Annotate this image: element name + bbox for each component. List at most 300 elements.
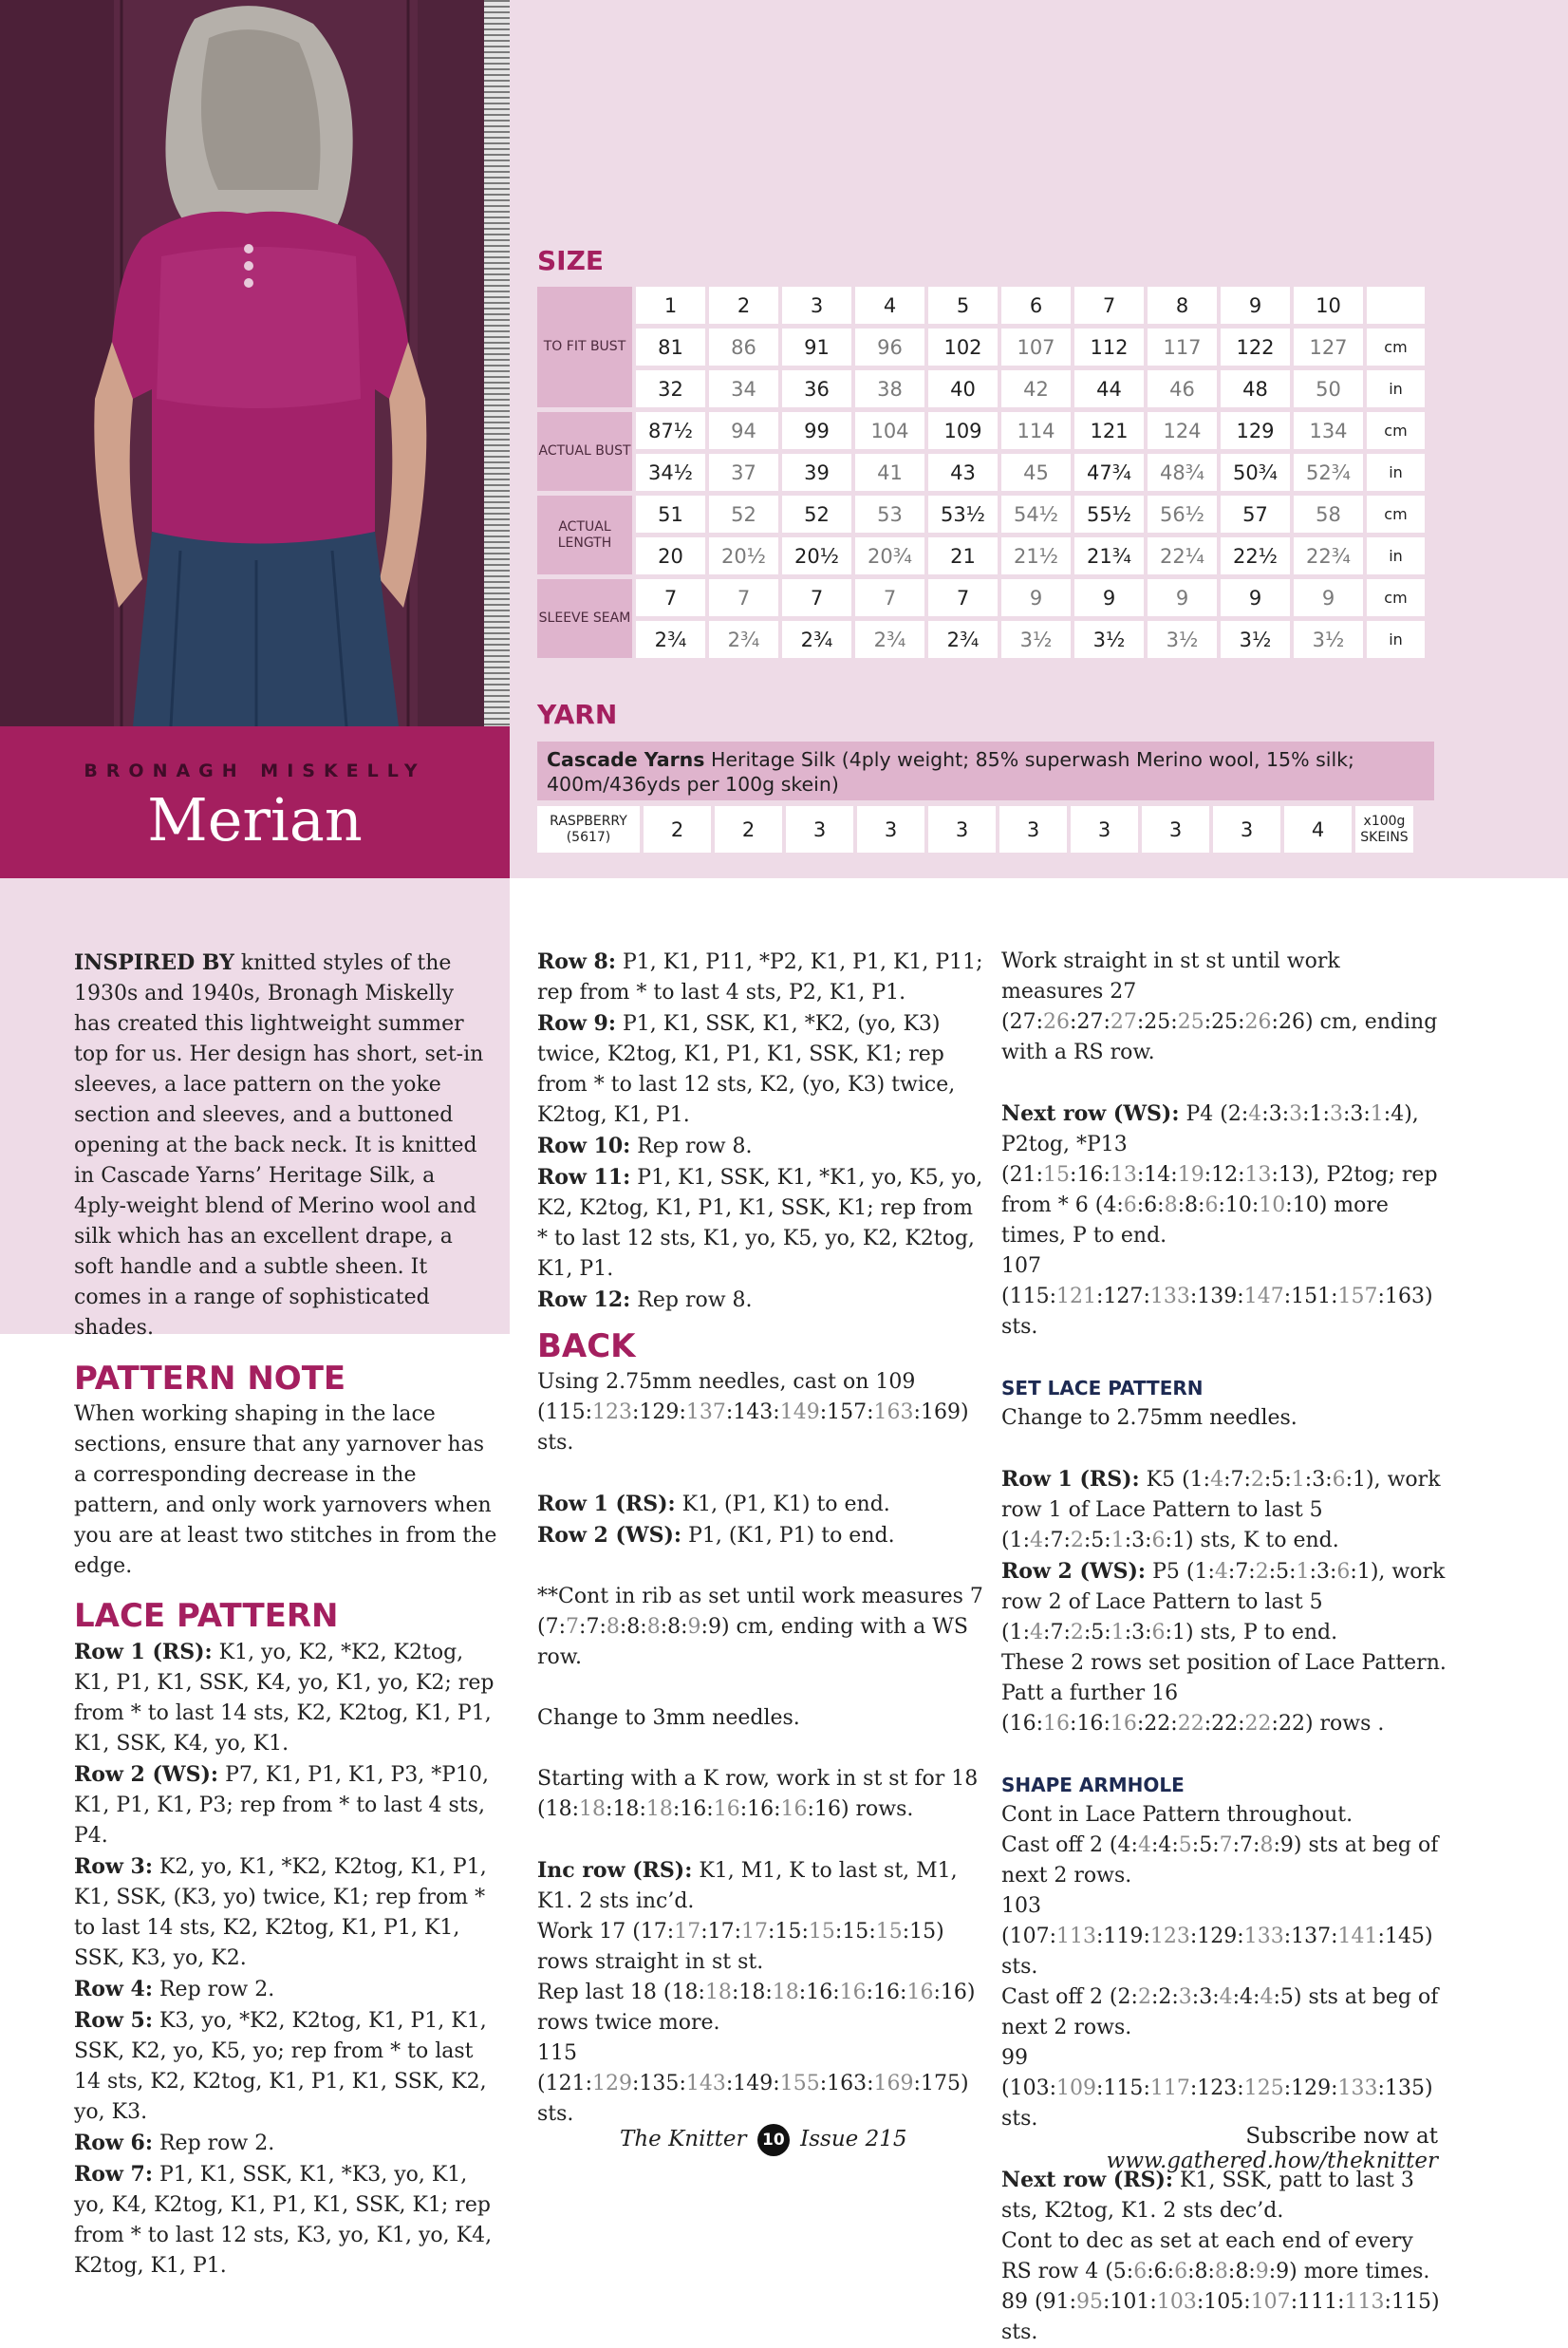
row-text: P7, K1, P1, K1, P3, *P10, K1, P1, K1, P3; rep from * to last 4 sts, P4.: [74, 1763, 490, 1848]
size-value: 7: [1050, 1529, 1064, 1552]
size-value: 2¾: [855, 621, 924, 658]
size-number: 3: [782, 287, 851, 324]
pattern-note-heading: PATTERN NOTE: [74, 1360, 346, 1398]
yarn-unit: x100g SKEINS: [1355, 806, 1413, 853]
size-value: 117: [1149, 2076, 1190, 2100]
size-value: 141: [1337, 1925, 1378, 1948]
size-value: 123: [592, 1400, 633, 1424]
text: Cast off 2 (: [1001, 1985, 1118, 2009]
size-value: 20½: [709, 537, 778, 574]
size-value: 18: [612, 1797, 640, 1821]
text: ) sts.: [1001, 2076, 1433, 2131]
size-value: 3½: [1074, 621, 1144, 658]
back-row-2: Row 2 (WS): P1, (K1, P1) to end.: [537, 1523, 895, 1548]
size-value: 7: [1219, 1833, 1233, 1857]
size-value: 48¾: [1148, 454, 1217, 491]
text: P4 (: [1185, 1102, 1228, 1126]
size-value: 21¾: [1074, 537, 1144, 574]
size-value: 22: [1244, 1712, 1272, 1736]
row-label: Next row (WS):: [1001, 1101, 1180, 1126]
text: 89 (: [1001, 2290, 1043, 2314]
size-value: 22¼: [1148, 537, 1217, 574]
size-value: 7: [1050, 1621, 1064, 1644]
size-value: 115: [1103, 2076, 1144, 2100]
size-value: 101: [1110, 2290, 1150, 2314]
size-value: 3½: [1148, 621, 1217, 658]
size-value: 5: [1276, 1560, 1290, 1584]
size-value: 113: [1344, 2290, 1385, 2314]
size-value: 44: [1074, 370, 1144, 407]
size-number: 6: [1001, 287, 1071, 324]
size-value: 10: [1259, 1193, 1286, 1217]
pattern-note-text: When working shaping in the lace sections, ensure that any yarnover has a corresponding decrease in the pattern, and only work yarnovers when you are at least two stitches in from the edge.: [74, 1402, 497, 1578]
size-value: 54½: [1001, 496, 1071, 533]
size-value: 25: [1144, 1010, 1171, 1034]
lace-pattern-heading: LACE PATTERN: [74, 1597, 339, 1635]
size-value: 10: [1292, 1193, 1319, 1217]
text: 115 (: [537, 2041, 577, 2095]
size-value: 9: [1001, 579, 1071, 616]
size-value: 2: [1227, 1102, 1241, 1126]
size-value: 1: [1309, 1102, 1323, 1126]
size-value: 17: [707, 1920, 735, 1944]
row-label: Row 2 (WS):: [1001, 1559, 1147, 1584]
size-value: 133: [1243, 1925, 1284, 1948]
size-value: 17: [674, 1920, 701, 1944]
size-value: 7: [566, 1615, 580, 1639]
lace-row: [74, 2159, 501, 2282]
size-number: 10: [1294, 287, 1363, 324]
size-value: 124: [1148, 412, 1217, 449]
size-value: 17: [741, 1920, 769, 1944]
size-value: 107: [1250, 2290, 1291, 2314]
size-value: 133: [1337, 2076, 1378, 2100]
size-value: 155: [779, 2072, 820, 2095]
back-work-straight: Work 17 (17:17:17:17:15:15:15:15:15) rows straight in st st.: [537, 1920, 944, 1974]
size-value: 149: [779, 1400, 820, 1424]
yarn-quantity: 3: [786, 806, 853, 853]
size-value: 86: [709, 329, 778, 366]
size-value: 57: [1221, 496, 1290, 533]
size-value: 99: [782, 412, 851, 449]
size-value: 26: [1278, 1010, 1305, 1034]
lace-row: [537, 1162, 983, 1285]
size-value: 6: [1153, 2260, 1167, 2283]
size-value: 26: [1244, 1010, 1272, 1034]
size-value: 109: [1056, 2076, 1097, 2100]
text: ) rows.: [840, 1797, 914, 1821]
text: Starting with a K row, work in st st for 18 (: [537, 1767, 979, 1821]
back-rep-last: Rep last 18 (18:18:18:18:16:16:16:16:16) rows twice more.: [537, 1981, 976, 2035]
lace-rows-col2: [537, 947, 983, 1316]
change-needles: Change to 2.75mm needles.: [1001, 1406, 1297, 1430]
size-value: 3: [1268, 1102, 1282, 1126]
text: P5 (: [1152, 1560, 1195, 1584]
yarn-details: Heritage Silk (4ply weight; 85% superwash Merino wool, 15% silk; 400m/436yds per 100g skein): [547, 748, 1354, 796]
size-value: 22: [1144, 1712, 1171, 1736]
row-text: P1, K1, SSK, K1, *K3, yo, K1, yo, K4, K2tog, K1, P1, K1, SSK, K1; rep from * to last 12 sts, K3, yo, K1, yo, K4, K2tog, K1, P1.: [74, 2163, 493, 2278]
size-value: 55½: [1074, 496, 1144, 533]
size-value: 1: [1194, 1560, 1208, 1584]
size-value: 6: [1133, 2260, 1148, 2283]
lace-row: [74, 1759, 501, 1851]
size-value: 4: [1137, 1833, 1151, 1857]
text: ) sts.: [537, 1400, 969, 1455]
size-value: 5: [1279, 1985, 1294, 2009]
back-change-needles: Change to 3mm needles.: [537, 1706, 800, 1730]
size-value: 169: [920, 1400, 961, 1424]
size-value: 4: [1158, 1833, 1172, 1857]
text: ), work row 1 of Lace Pattern to last 5 (: [1001, 1468, 1441, 1552]
row-label: Row 10:: [537, 1134, 631, 1158]
size-value: 157: [1337, 1285, 1378, 1308]
size-value: 4: [1030, 1621, 1044, 1644]
issue-number: Issue 215: [800, 2127, 907, 2151]
cont-lace: Cont in Lace Pattern throughout.: [1001, 1803, 1353, 1827]
row-label: Row 1 (RS):: [1001, 1467, 1140, 1492]
yarn-quantity: 4: [1284, 806, 1352, 853]
size-value: 123: [1149, 1925, 1190, 1948]
size-value: 7: [586, 1615, 600, 1639]
size-value: 6: [1174, 2260, 1188, 2283]
size-value: 13: [1244, 1163, 1272, 1187]
size-value: 5: [1112, 2260, 1127, 2283]
intro-lead: INSPIRED BY: [74, 950, 234, 975]
lace-row: [537, 1285, 983, 1316]
size-value: 121: [1056, 1285, 1097, 1308]
size-value: 2¾: [782, 621, 851, 658]
row-text: P1, K1, P11, *P2, K1, P1, K1, P11; rep from * to last 4 sts, P2, K1, P1.: [537, 950, 983, 1005]
size-value: 8: [1185, 1193, 1199, 1217]
size-value: 32: [636, 370, 705, 407]
row-label: Row 6:: [74, 2131, 153, 2155]
size-value: 15: [775, 1920, 802, 1944]
size-value: 9: [1294, 579, 1363, 616]
size-value: 107: [1001, 329, 1071, 366]
size-value: 4: [1391, 1102, 1405, 1126]
size-value: 16: [747, 1797, 775, 1821]
size-value: 4: [1219, 1985, 1233, 2009]
size-value: 5: [1199, 1833, 1213, 1857]
size-value: 5: [1271, 1468, 1285, 1492]
row-text: Rep row 2.: [159, 1978, 275, 2001]
next-row-ws: Next row (WS): P4 (2:4:3:3:1:3:3:1:4), P2tog, *P13 (21:15:16:13:14:19:12:13:13), P2tog; rep from * 6 (4:6:6:8:8:6:10:10:10) more times, P to end.: [1001, 1101, 1438, 1248]
size-value: 119: [1103, 1925, 1144, 1948]
size-value: 13: [1110, 1163, 1137, 1187]
text: ) sts, K to end.: [1185, 1529, 1339, 1552]
size-value: 87½: [636, 412, 705, 449]
size-value: 163: [873, 1400, 914, 1424]
size-unit-cell: [1367, 287, 1425, 324]
yarn-quantity: 3: [1071, 806, 1138, 853]
lace-rows-col1: [74, 1637, 501, 2282]
woman-back-view-cardigan-photo: [0, 0, 510, 726]
row-text: Rep row 8.: [637, 1135, 753, 1158]
size-value: 52: [782, 496, 851, 533]
size-value: 3: [1289, 1102, 1303, 1126]
size-value: 1: [1296, 1560, 1310, 1584]
size-value: 115: [1009, 1285, 1050, 1308]
text: ) sts.: [1001, 2290, 1440, 2344]
size-value: 143: [733, 1400, 774, 1424]
size-value: 127: [1294, 329, 1363, 366]
size-value: 3: [1131, 1529, 1146, 1552]
size-value: 7: [782, 579, 851, 616]
text: ) cm, ending with a WS row.: [537, 1615, 968, 1669]
text: ) sts, P to end.: [1185, 1621, 1338, 1644]
size-value: 1: [1009, 1621, 1023, 1644]
text: Work 17 (: [537, 1920, 641, 1944]
text: Cast off 2 (: [1001, 1833, 1118, 1857]
text: Using 2.75mm needles, cast on 109 (: [537, 1370, 916, 1424]
text: 99 (: [1001, 2046, 1028, 2100]
back-stocking-stitch: Starting with a K row, work in st st for 18 (18:18:18:18:16:16:16:16:16) rows.: [537, 1767, 979, 1821]
size-value: 37: [709, 454, 778, 491]
yarn-quantity: 3: [928, 806, 996, 853]
size-value: 26: [1043, 1010, 1071, 1034]
yarn-brand: Cascade Yarns: [547, 748, 705, 771]
subscribe-text: Subscribe now at: [1245, 2124, 1438, 2149]
size-value: 4: [1210, 1468, 1224, 1492]
size-value: 52¾: [1294, 454, 1363, 491]
size-value: 3: [1178, 1985, 1192, 2009]
size-value: 115: [545, 1400, 586, 1424]
size-value: 5: [1178, 1833, 1192, 1857]
size-value: 3: [1131, 1621, 1146, 1644]
text: Cont to dec as set at each end of every RS row 4 (: [1001, 2229, 1413, 2283]
size-unit: cm: [1367, 329, 1425, 366]
size-value: 15: [909, 1920, 937, 1944]
size-value: 4: [1030, 1529, 1044, 1552]
size-value: 9: [1276, 2260, 1290, 2283]
size-unit: cm: [1367, 496, 1425, 533]
size-value: 36: [782, 370, 851, 407]
text: 103 (: [1001, 1894, 1041, 1948]
size-value: 2: [1255, 1560, 1269, 1584]
size-value: 127: [1103, 1285, 1144, 1308]
cast-off-2: Cast off 2 (2:2:2:3:3:4:4:4:5) sts at beg of next 2 rows.: [1001, 1985, 1439, 2039]
size-value: 9: [1221, 579, 1290, 616]
size-value: 41: [855, 454, 924, 491]
row-label: Row 3:: [74, 1854, 153, 1879]
footer-subscribe: [959, 2124, 1438, 2173]
size-value: 15: [808, 1920, 835, 1944]
size-value: 7: [709, 579, 778, 616]
size-value: 16: [813, 1797, 841, 1821]
size-value: 3: [1316, 1560, 1330, 1584]
size-value: 112: [1074, 329, 1144, 366]
size-number: 5: [928, 287, 998, 324]
size-value: 8: [1164, 1193, 1178, 1217]
footer-issue: [620, 2124, 906, 2156]
size-value: 8: [1260, 1833, 1274, 1857]
text: ), P2tog; rep from * 6 (: [1001, 1163, 1438, 1217]
size-value: 96: [855, 329, 924, 366]
yarn-quantity: 3: [1213, 806, 1280, 853]
column-2: [537, 947, 983, 2130]
size-value: 8: [626, 1615, 641, 1639]
text: ) rows straight in st st.: [537, 1920, 944, 1974]
lace-row: [74, 2005, 501, 2128]
size-value: 16: [940, 1981, 967, 2004]
row-label: Row 4:: [74, 1977, 153, 2001]
size-value: 129: [1291, 2076, 1332, 2100]
size-value: 16: [806, 1981, 833, 2004]
next-row-rs: Next row (RS): K1, SSK, patt to last 3 sts, K2tog, K1. 2 sts dec’d.: [1001, 2168, 1414, 2223]
size-value: 103: [1009, 2076, 1050, 2100]
size-value: 8: [1214, 2260, 1228, 2283]
lace-row: [74, 1974, 501, 2005]
size-value: 125: [1243, 2076, 1284, 2100]
size-value: 43: [928, 454, 998, 491]
size-value: 8: [667, 1615, 681, 1639]
size-value: 50: [1294, 370, 1363, 407]
size-value: 117: [1148, 329, 1217, 366]
yarn-quantity: 3: [857, 806, 924, 853]
set-lace-heading: SET LACE PATTERN: [1001, 1377, 1204, 1399]
size-value: 3: [1329, 1102, 1343, 1126]
size-value: 16: [839, 1981, 867, 2004]
patt-further: Patt a further 16 (16:16:16:16:22:22:22:22:22) rows .: [1001, 1681, 1385, 1736]
size-value: 95: [1076, 2290, 1103, 2314]
size-value: 16: [713, 1797, 740, 1821]
size-value: 6: [1336, 1560, 1351, 1584]
size-value: 5: [1091, 1529, 1105, 1552]
size-value: 4: [1117, 1833, 1131, 1857]
size-value: 7: [1240, 1833, 1254, 1857]
size-value: 1: [1356, 1560, 1371, 1584]
size-value: 7: [855, 579, 924, 616]
size-value: 14: [1144, 1163, 1171, 1187]
size-value: 133: [1149, 1285, 1190, 1308]
size-value: 47¾: [1074, 454, 1144, 491]
size-value: 151: [1291, 1285, 1332, 1308]
size-value: 121: [545, 2072, 586, 2095]
subscribe-url[interactable]: www.gathered.how/theknitter: [1106, 2149, 1438, 2173]
size-value: 21: [1009, 1163, 1036, 1187]
shape-armhole-heading: SHAPE ARMHOLE: [1001, 1774, 1185, 1796]
size-value: 48: [1221, 370, 1290, 407]
size-value: 163: [827, 2072, 868, 2095]
size-number: 4: [855, 287, 924, 324]
size-value: 6: [1151, 1621, 1166, 1644]
size-value: 15: [842, 1920, 869, 1944]
stitch-count-4: 89 (91:95:101:103:105:107:111:113:115) sts.: [1001, 2290, 1440, 2344]
size-value: 1: [1171, 1529, 1185, 1552]
lace-row: [74, 1851, 501, 1974]
size-value: 9: [1074, 579, 1144, 616]
size-value: 135: [1384, 2076, 1425, 2100]
size-value: 123: [1197, 2076, 1238, 2100]
size-value: 3½: [1294, 621, 1363, 658]
back-row-1: Row 1 (RS): K1, (P1, K1) to end.: [537, 1492, 890, 1516]
size-value: 27: [1076, 1010, 1104, 1034]
size-value: 12: [1211, 1163, 1239, 1187]
size-value: 8: [1194, 2260, 1208, 2283]
lace-row: [74, 1637, 501, 1759]
size-value: 20½: [782, 537, 851, 574]
text: ), work row 2 of Lace Pattern to last 5 (: [1001, 1560, 1446, 1644]
text: 107 (: [1001, 1254, 1041, 1308]
row-text: P1, K1, SSK, K1, *K1, yo, K5, yo, K2, K2tog, K1, P1, K1, SSK, K1; rep from * to last 12 sts, K1, yo, K5, yo, K2, K2tog, K1, P1.: [537, 1166, 983, 1281]
size-value: 22½: [1221, 537, 1290, 574]
size-value: 5: [1091, 1621, 1105, 1644]
size-value: 16: [680, 1797, 707, 1821]
size-value: 16: [906, 1981, 934, 2004]
size-row-label: ACTUAL BUST: [537, 412, 632, 491]
size-number: 9: [1221, 287, 1290, 324]
size-value: 2¾: [636, 621, 705, 658]
size-value: 3: [1350, 1102, 1364, 1126]
back-inc-row: Inc row (RS): K1, M1, K to last st, M1, K1. 2 sts inc’d.: [537, 1858, 958, 1913]
size-value: 25: [1177, 1010, 1204, 1034]
yarn-description: [537, 742, 1434, 800]
size-value: 4: [1103, 1193, 1117, 1217]
size-value: 56½: [1148, 496, 1217, 533]
size-value: 45: [1001, 454, 1071, 491]
size-value: 10: [1224, 1193, 1252, 1217]
size-value: 9: [707, 1615, 721, 1639]
size-value: 21½: [1001, 537, 1071, 574]
size-value: 16: [1009, 1712, 1036, 1736]
text: ), P2tog, *P13 (: [1001, 1102, 1419, 1187]
back-stitch-count: 115 (121:129:135:143:149:155:163:169:175) sts.: [537, 2041, 969, 2126]
lace-row: [74, 2128, 501, 2159]
size-value: 53½: [928, 496, 998, 533]
cont-decrease: Cont to dec as set at each end of every RS row 4 (5:6:6:6:8:8:8:9:9) more times.: [1001, 2229, 1430, 2283]
size-value: 50¾: [1221, 454, 1290, 491]
size-value: 102: [928, 329, 998, 366]
size-value: 8: [606, 1615, 620, 1639]
size-value: 20¾: [855, 537, 924, 574]
size-value: 2: [1158, 1985, 1172, 2009]
size-value: 135: [639, 2072, 680, 2095]
size-value: 8: [1235, 2260, 1249, 2283]
designer-name: BRONAGH MISKELLY: [84, 761, 426, 781]
size-value: 134: [1294, 412, 1363, 449]
size-value: 3: [1199, 1985, 1213, 2009]
size-value: 1: [1353, 1468, 1367, 1492]
row-label: Row 2 (WS):: [74, 1762, 219, 1787]
yarn-colour: RASPBERRY (5617): [537, 806, 640, 853]
size-value: 2: [1070, 1529, 1084, 1552]
size-value: 20: [636, 537, 705, 574]
text: ) sts at beg of next 2 rows.: [1001, 1985, 1439, 2039]
size-value: 7: [636, 579, 705, 616]
row-text: K3, yo, *K2, K2tog, K1, P1, K1, SSK, K2, yo, K5, yo; rep from * to last 14 sts, K2, K2tog, K1, P1, K1, SSK, K2, yo, K3.: [74, 2009, 487, 2124]
back-cast-on: Using 2.75mm needles, cast on 109 (115:123:129:137:143:149:157:163:169) sts.: [537, 1370, 969, 1455]
size-value: 17: [640, 1920, 667, 1944]
size-row-label: TO FIT BUST: [537, 287, 632, 407]
size-value: 105: [1204, 2290, 1244, 2314]
size-value: 149: [733, 2072, 774, 2095]
size-value: 51: [636, 496, 705, 533]
size-value: 16: [1076, 1163, 1104, 1187]
size-value: 94: [709, 412, 778, 449]
size-value: 121: [1074, 412, 1144, 449]
size-value: 4: [1248, 1102, 1262, 1126]
size-value: 2: [1250, 1468, 1264, 1492]
size-value: 1: [1111, 1621, 1125, 1644]
size-value: 115: [1391, 2290, 1431, 2314]
size-unit: in: [1367, 454, 1425, 491]
text: ) more times, P to end.: [1001, 1193, 1389, 1248]
size-value: 122: [1221, 329, 1290, 366]
size-value: 40: [928, 370, 998, 407]
size-value: 145: [1384, 1925, 1425, 1948]
row-label: Row 12:: [537, 1287, 631, 1312]
size-value: 52: [709, 496, 778, 533]
